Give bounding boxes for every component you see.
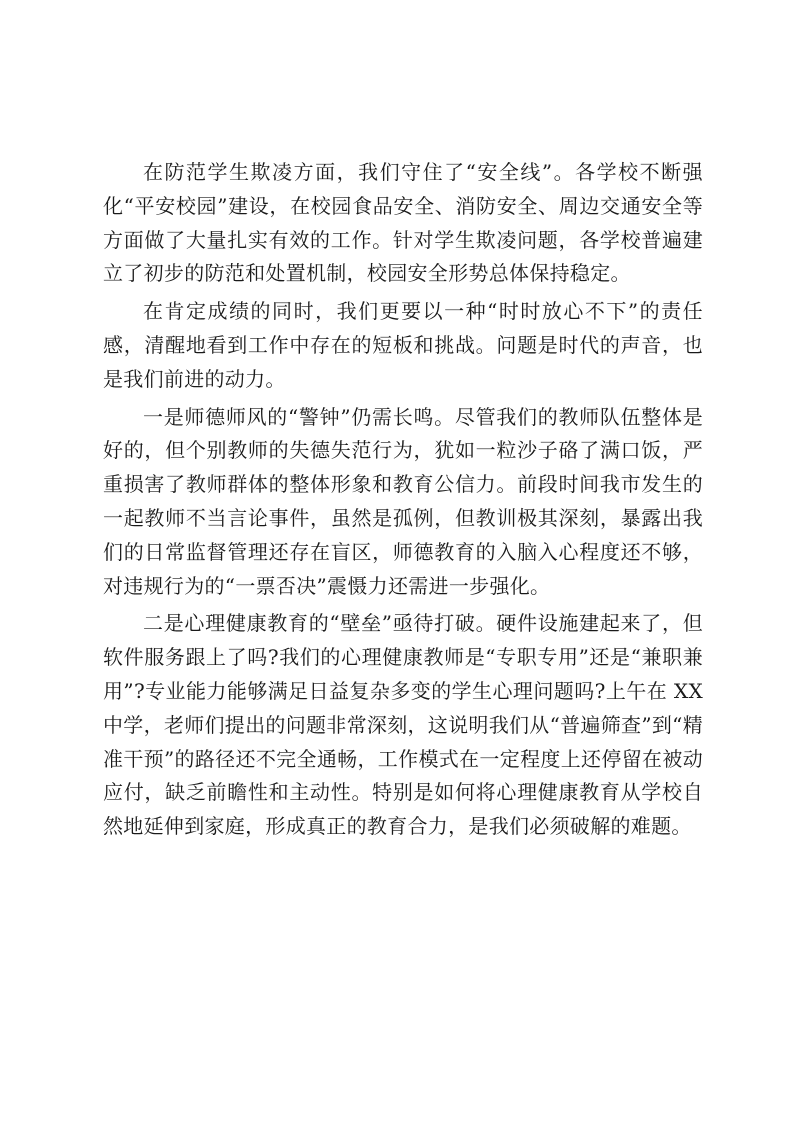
paragraph-shortcomings-intro: 在肯定成绩的同时，我们更要以一种“时时放心不下”的责任感，清醒地看到工作中存在的短板和挑战。问题是时代的声音，也是我们前进的动力。	[103, 299, 703, 391]
paragraph-mental-health: 二是心理健康教育的“壁垒”亟待打破。硬件设施建起来了，但软件服务跟上了吗?我们的心理健康教师是“专职专用”还是“兼职兼用”?专业能力能够满足日益复杂多变的学生心理问题吗?上午在 XX 中学，老师们提出的问题非常深刻，这说明我们从“普遍筛查”到“精准干预”的路径还不完全通畅，工作模式在一定程度上还停留在被动应付，缺乏前瞻性和主动性。特别是如何将心理健康教育从学校自然地延伸到家庭，形成真正的教育合力，是我们必须破解的难题。	[103, 611, 703, 839]
document-body	[103, 156, 703, 848]
paragraph-teacher-ethics: 一是师德师风的“警钟”仍需长鸣。尽管我们的教师队伍整体是好的，但个别教师的失德失范行为，犹如一粒沙子硌了满口饭，严重损害了教师群体的整体形象和教育公信力。前段时间我市发生的一起教师不当言论事件，虽然是孤例，但教训极其深刻，暴露出我们的日常监督管理还存在盲区，师德教育的入脑入心程度还不够，对违规行为的“一票否决”震慑力还需进一步强化。	[103, 404, 703, 598]
paragraph-bullying-prevention: 在防范学生欺凌方面，我们守住了“安全线”。各学校不断强化“平安校园”建设，在校园食品安全、消防安全、周边交通安全等方面做了大量扎实有效的工作。针对学生欺凌问题，各学校普遍建立了初步的防范和处置机制，校园安全形势总体保持稳定。	[103, 160, 703, 286]
